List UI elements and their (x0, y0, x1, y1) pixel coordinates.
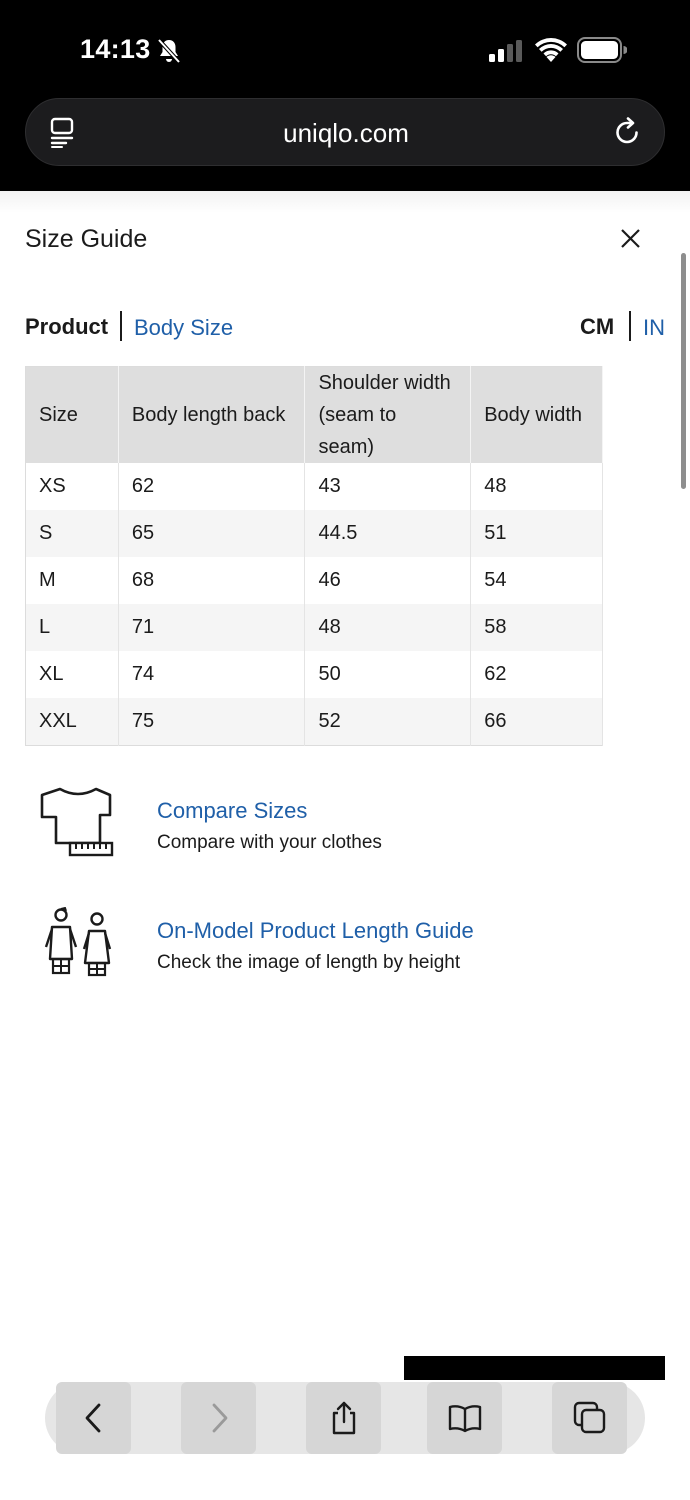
tab-divider (120, 311, 122, 341)
bell-slash-icon (157, 38, 181, 64)
tabs-button[interactable] (552, 1382, 627, 1454)
wifi-icon (535, 37, 567, 62)
column-header-shoulder-width: Shoulder width (seam to seam) (305, 367, 471, 464)
column-header-size: Size (26, 367, 119, 464)
table-cell: 51 (471, 510, 603, 557)
table-cell: L (26, 604, 119, 651)
table-cell: 58 (471, 604, 603, 651)
size-table (25, 366, 603, 746)
models-icon (44, 907, 114, 983)
unit-divider (629, 311, 631, 341)
table-cell: 75 (118, 698, 305, 745)
shirt-ruler-icon (40, 787, 116, 861)
column-header-body-width: Body width (471, 367, 603, 464)
url-text[interactable]: uniqlo.com (283, 118, 409, 148)
sheet-edge (0, 191, 690, 213)
table-row (26, 510, 603, 557)
table-cell: 48 (471, 463, 603, 510)
scrollbar-thumb[interactable] (681, 253, 686, 489)
bookmarks-button[interactable] (427, 1382, 502, 1454)
status-time: 14:13 (80, 34, 151, 64)
table-cell: 54 (471, 557, 603, 604)
cellular-signal-icon (489, 40, 525, 62)
table-row (26, 463, 603, 510)
tabs-icon (573, 1401, 607, 1435)
table-cell: M (26, 557, 119, 604)
length-guide-subtitle: Check the image of length by height (157, 952, 461, 973)
size-guide-title: Size Guide (25, 225, 148, 253)
browser-header (0, 0, 690, 191)
table-cell: 74 (118, 651, 305, 698)
share-button[interactable] (306, 1382, 381, 1454)
column-header-body-length: Body length back (118, 367, 305, 464)
table-cell: 68 (118, 557, 305, 604)
table-cell: 62 (471, 651, 603, 698)
browser-toolbar (45, 1382, 645, 1454)
table-cell: XL (26, 651, 119, 698)
url-bar[interactable] (25, 98, 665, 166)
back-icon (77, 1401, 111, 1435)
tab-product[interactable]: Product (25, 314, 109, 339)
table-cell: 50 (305, 651, 471, 698)
table-cell: S (26, 510, 119, 557)
table-cell: 65 (118, 510, 305, 557)
back-button[interactable] (56, 1382, 131, 1454)
bookmarks-icon (448, 1401, 482, 1435)
reload-icon[interactable] (612, 117, 642, 147)
table-cell: 48 (305, 604, 471, 651)
battery-icon (577, 37, 627, 63)
table-cell: 43 (305, 463, 471, 510)
table-cell: 62 (118, 463, 305, 510)
overlay-banner (404, 1356, 665, 1380)
length-guide-title[interactable]: On-Model Product Length Guide (157, 918, 474, 943)
forward-button[interactable] (181, 1382, 256, 1454)
table-row (26, 557, 603, 604)
tab-body-size[interactable]: Body Size (134, 315, 234, 340)
table-cell: 52 (305, 698, 471, 745)
unit-in-toggle[interactable]: IN (643, 315, 665, 340)
table-cell: 66 (471, 698, 603, 745)
compare-sizes-title[interactable]: Compare Sizes (157, 798, 308, 823)
table-header-row (26, 367, 603, 464)
unit-cm-toggle[interactable]: CM (580, 314, 615, 339)
table-cell: 46 (305, 557, 471, 604)
forward-icon (202, 1401, 236, 1435)
table-cell: 44.5 (305, 510, 471, 557)
table-row (26, 698, 603, 745)
table-cell: XXL (26, 698, 119, 745)
table-cell: XS (26, 463, 119, 510)
compare-sizes-subtitle: Compare with your clothes (157, 832, 382, 853)
table-cell: 71 (118, 604, 305, 651)
compare-sizes-link[interactable] (157, 798, 382, 854)
table-row (26, 604, 603, 651)
share-icon (327, 1401, 361, 1435)
length-guide-link[interactable] (157, 918, 474, 974)
close-icon[interactable] (618, 226, 643, 251)
size-guide-sheet (0, 191, 690, 1500)
table-row (26, 651, 603, 698)
